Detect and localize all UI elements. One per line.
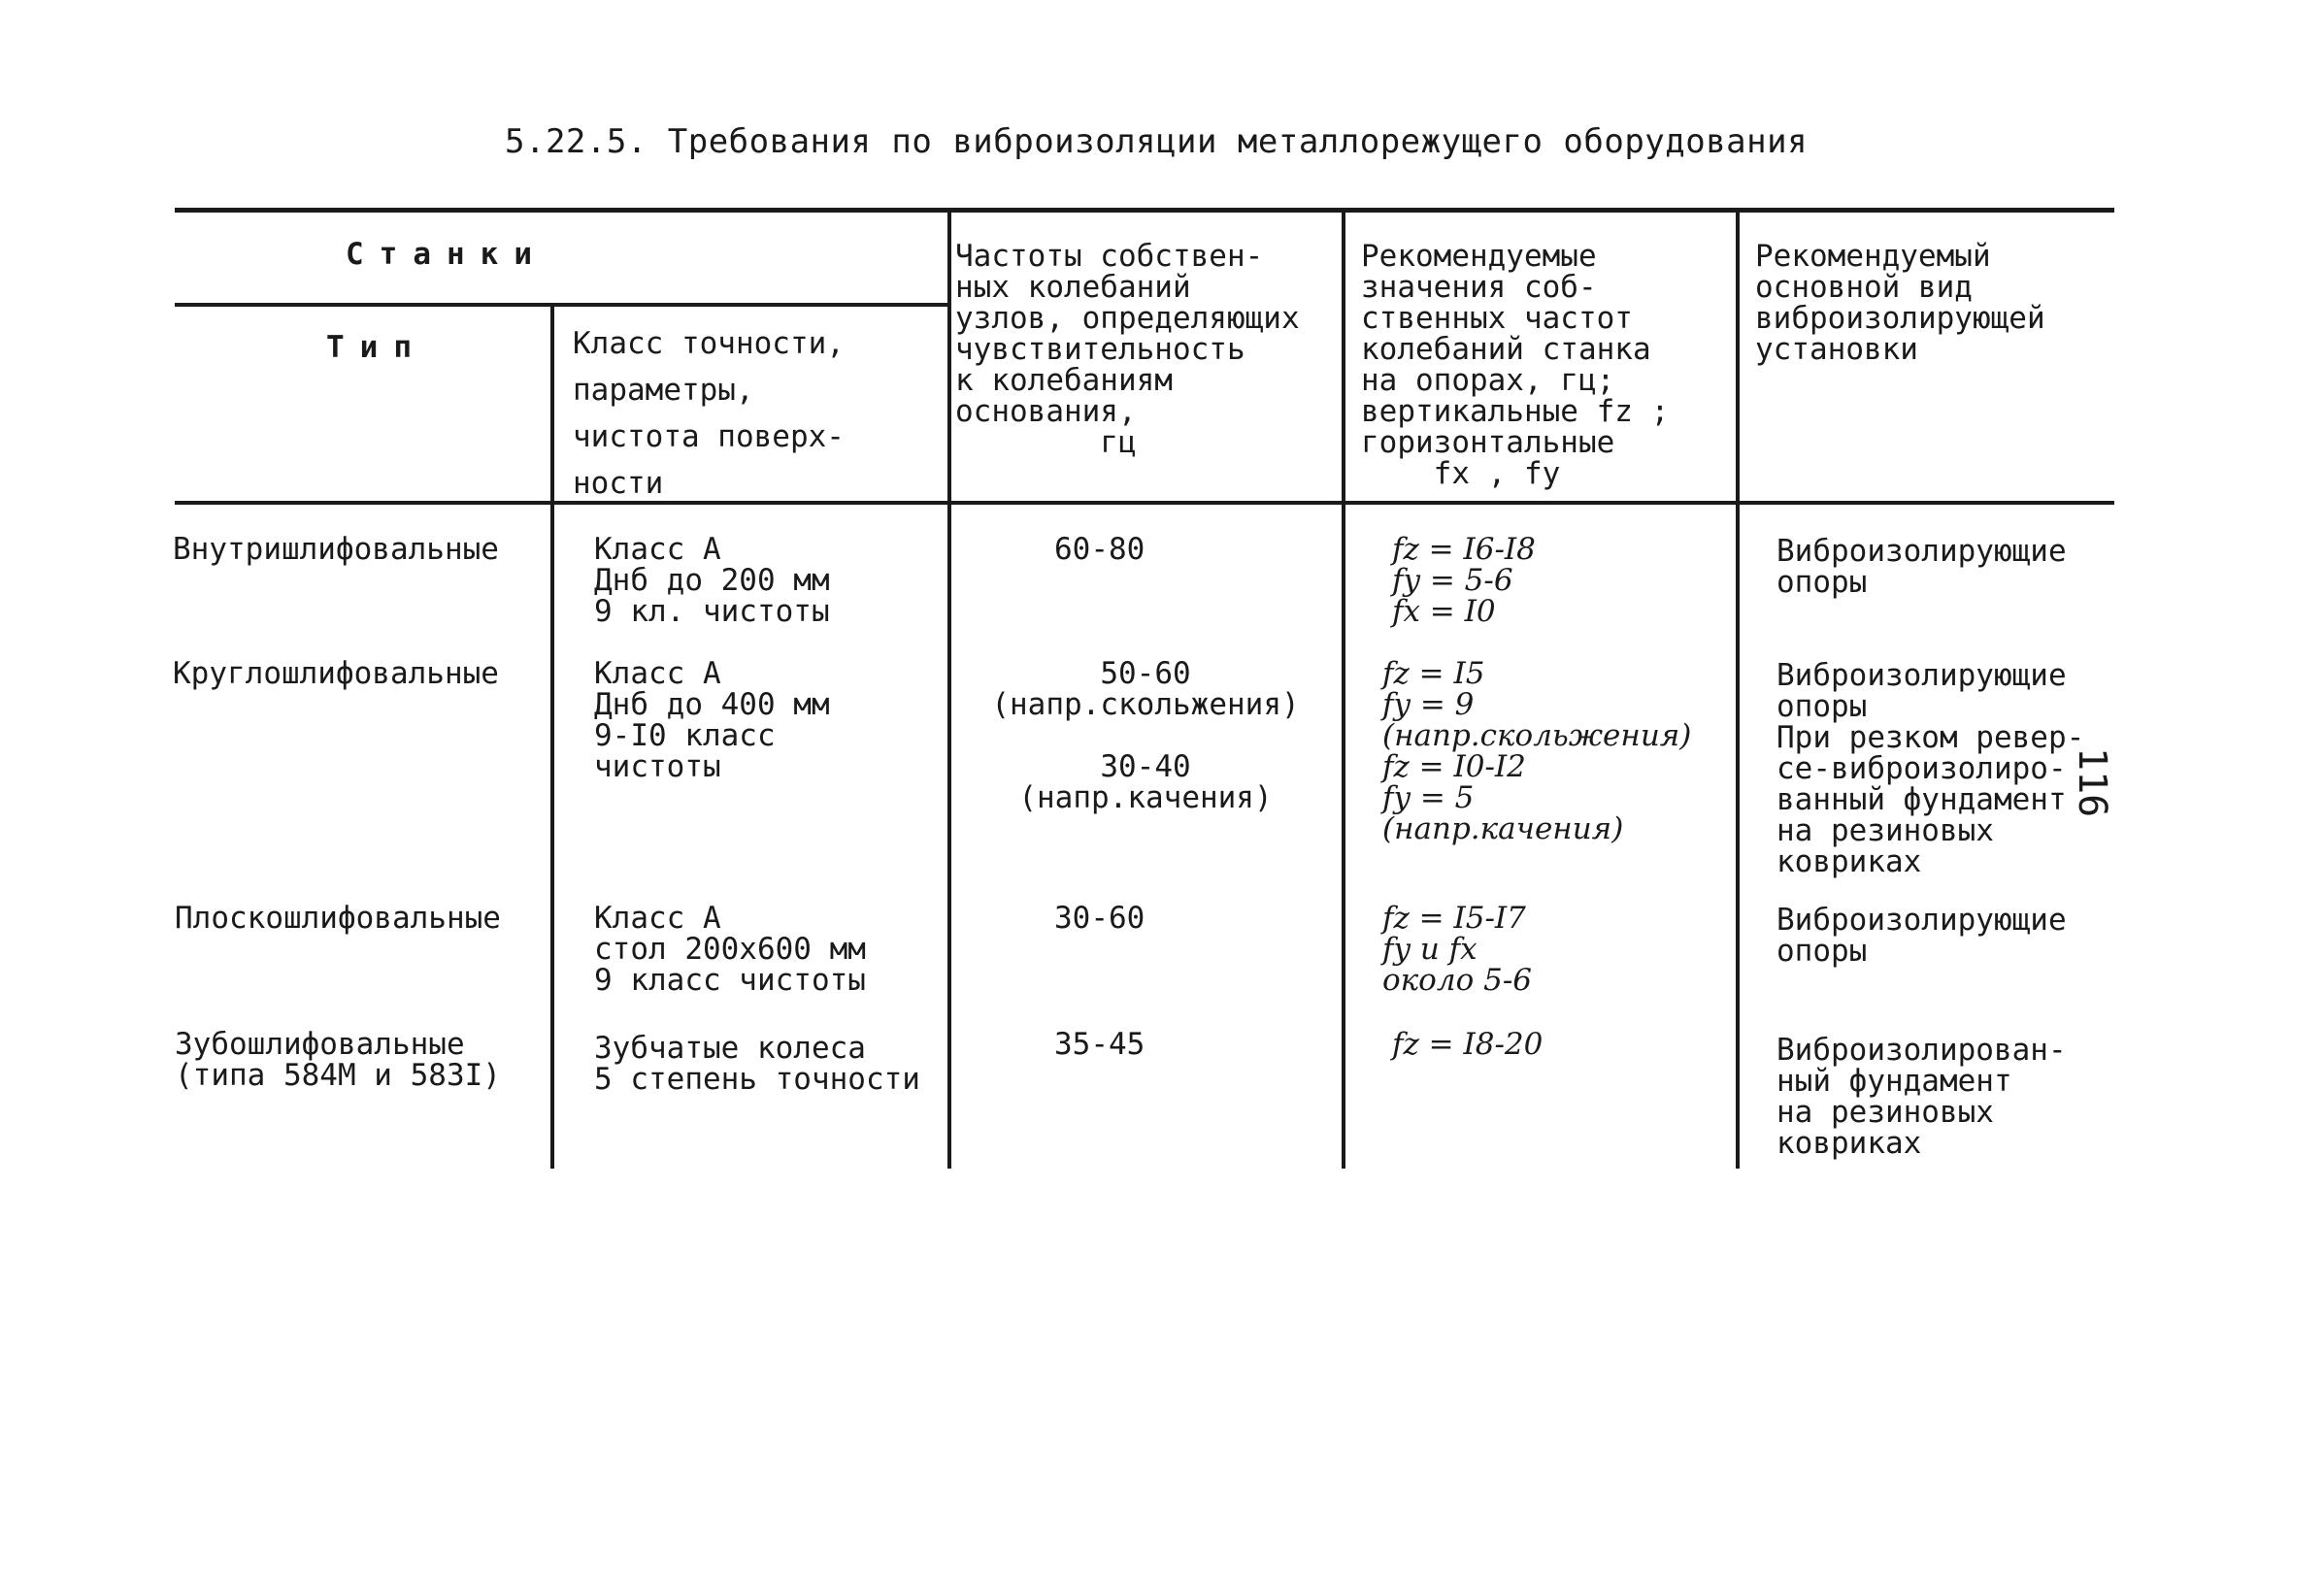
header-type: Тип (326, 330, 427, 365)
row3-class: Класс А стол 200х600 мм 9 класс чистоты (594, 901, 866, 998)
header-recommended-freq: Рекомендуемые значения соб- ственных частот колебаний станка на опорах, гц; вертикальные fz ; горизонтальные fx , fy (1361, 239, 1670, 491)
row1-rec-type: Виброизолирующие опоры (1776, 534, 2067, 600)
row2-type: Круглошлифовальные (173, 656, 499, 691)
row2-class: Класс А Днб до 400 мм 9-I0 класс чистоты (594, 656, 830, 784)
col-rule-2 (947, 208, 951, 1169)
section-title: 5.22.5. Требования по виброизоляции металлорежущего оборудования (505, 122, 1809, 161)
col-rule-3 (1342, 208, 1345, 1169)
row4-freq: 35-45 (1054, 1027, 1145, 1062)
row1-rec-freq: fz = I6-I8 fy = 5-6 fx = I0 (1392, 532, 1536, 629)
row3-type: Плоскошлифовальные (175, 901, 501, 936)
header-class: Класс точности, параметры, чистота поверх- ности (573, 326, 845, 501)
row3-rec-freq: fz = I5-I7 fy и fx около 5-6 (1382, 901, 1533, 998)
row4-rec-type: Виброизолирован- ный фундамент на резиновых ковриках (1776, 1033, 2067, 1161)
row2-rec-freq: fz = I5 fy = 9 (напр.скольжения) fz = I0-I2 fy = 5 (напр.качения) (1382, 656, 1692, 846)
row1-freq: 60-80 (1054, 532, 1145, 567)
header-bottom-rule (175, 501, 2114, 505)
col-rule-1 (550, 303, 554, 1169)
header-freq-nodes: Частоты собствен- ных колебаний узлов, определяющих чувствительность к колебаниям основания, гц (955, 239, 1300, 460)
row4-rec-freq: fz = I8-20 (1392, 1027, 1544, 1062)
row2-rec-type: Виброизолирующие опоры При резком ревер- се-виброизолиро- ванный фундамент на резиновых ковриках (1776, 658, 2085, 879)
row2-freq: 50-60 (напр.скольжения) 30-40 (напр.качения) (991, 656, 1300, 815)
row3-freq: 30-60 (1054, 901, 1145, 936)
row1-type: Внутришлифовальные (173, 532, 499, 567)
row4-class: Зубчатые колеса 5 степень точности (594, 1031, 920, 1097)
col-rule-4 (1736, 208, 1740, 1169)
table-top-rule (175, 208, 2114, 213)
header-machines: Станки (346, 237, 548, 272)
page-number: 116 (2070, 747, 2114, 818)
row1-class: Класс А Днб до 200 мм 9 кл. чистоты (594, 532, 830, 629)
header-sub-rule (175, 303, 949, 307)
header-recommended-type: Рекомендуемый основной вид виброизолирующей установки (1755, 239, 2045, 367)
row4-type: Зубошлифовальные (типа 584М и 583I) (175, 1027, 501, 1093)
row3-rec-type: Виброизолирующие опоры (1776, 903, 2067, 969)
